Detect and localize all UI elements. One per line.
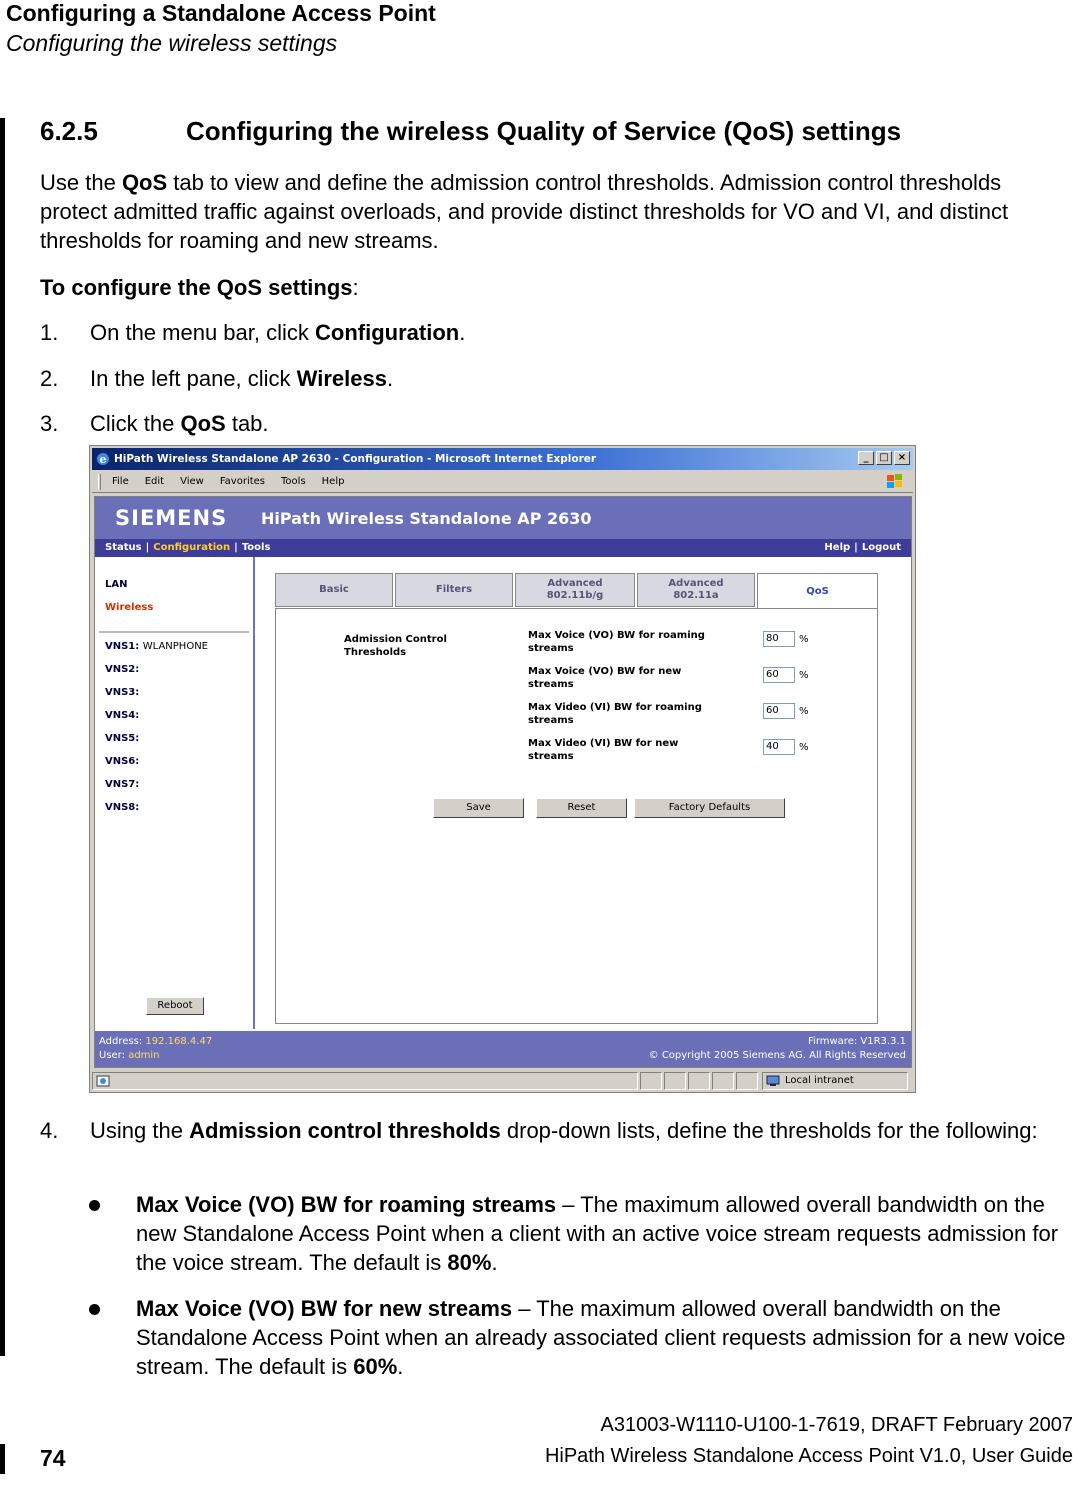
step-number: 4.: [40, 1118, 59, 1143]
tab-filters[interactable]: Filters: [395, 573, 513, 607]
reboot-button[interactable]: Reboot: [146, 997, 204, 1015]
status-main: [92, 1072, 638, 1090]
step-bold: Configuration: [315, 320, 460, 345]
field-label-line1: Max Voice (VO) BW for new: [528, 666, 682, 677]
field-label-vi-roaming: [528, 701, 748, 727]
status-cell: [712, 1072, 734, 1090]
step-2: [40, 364, 393, 393]
window-titlebar: [92, 448, 913, 470]
tab-adv-bg-line1: Advanced: [547, 578, 603, 589]
bullet-term: Max Voice (VO) BW for new streams: [136, 1296, 513, 1321]
nav-logout[interactable]: Logout: [861, 542, 901, 553]
menu-favorites[interactable]: Favorites: [219, 476, 266, 487]
footer-doc-id: A31003-W1110-U100-1-7619, DRAFT February 2007: [600, 1414, 1073, 1436]
zone-label: Local intranet: [785, 1075, 854, 1086]
step-3: [40, 409, 269, 438]
left-link-vns3[interactable]: VNS3:: [105, 687, 140, 698]
menu-view[interactable]: View: [180, 476, 204, 487]
percent-unit: %: [799, 670, 809, 681]
page-number: 74: [40, 1445, 66, 1471]
field-label-vi-new: [528, 737, 748, 763]
reset-button[interactable]: Reset: [536, 798, 627, 818]
field-label-vo-roaming: [528, 629, 748, 655]
web-page: [94, 496, 912, 1068]
bullet-dot: [89, 1200, 100, 1211]
bullet-text: – The maximum allowed overall bandwidth on the new Standalone Access Point when a client with an active voice stream requests admission for the voice stream. The default is: [136, 1192, 1059, 1275]
menu-file[interactable]: File: [112, 476, 129, 487]
ie-icon: [95, 451, 111, 467]
section-number: 6.2.5: [40, 116, 98, 146]
step-end: tab.: [225, 411, 269, 436]
maximize-icon[interactable]: □: [876, 451, 892, 465]
factory-defaults-button[interactable]: Factory Defaults: [634, 798, 785, 818]
footer-doc-title: HiPath Wireless Standalone Access Point V1.0, User Guide: [544, 1445, 1073, 1467]
status-cell: [736, 1072, 758, 1090]
left-link-vns4[interactable]: VNS4:: [105, 710, 140, 721]
running-header-section: Configuring the wireless settings: [6, 30, 338, 56]
step-bold: QoS: [180, 411, 226, 436]
nav-tools[interactable]: Tools: [241, 542, 271, 553]
field-label-line1: Max Voice (VO) BW for roaming: [528, 630, 705, 641]
vns1-label: VNS1:: [105, 641, 140, 652]
step-text: In the left pane, click: [90, 366, 297, 391]
bullet-dot: [89, 1304, 100, 1315]
vi-roaming-input[interactable]: 60: [763, 703, 795, 719]
product-title: HiPath Wireless Standalone AP 2630: [261, 509, 592, 528]
user-label: User:: [99, 1050, 125, 1061]
step-bold: Wireless: [296, 366, 387, 391]
vo-roaming-input[interactable]: 80: [763, 631, 795, 647]
step-4: [40, 1116, 1070, 1145]
tab-advanced-a[interactable]: [637, 573, 755, 607]
top-nav: Status | Configuration | Tools Help | Logout: [95, 539, 911, 557]
bullet-item: [40, 1190, 1072, 1277]
field-label-line2: streams: [528, 643, 574, 654]
bullet-item: [40, 1294, 1072, 1381]
intro-bold: QoS: [121, 170, 168, 195]
page-footer-bar: [95, 1031, 911, 1067]
windows-flag-icon: [885, 473, 905, 491]
field-label-vo-new: [528, 665, 748, 691]
intro-paragraph: [40, 168, 1070, 255]
window-title: HiPath Wireless Standalone AP 2630 - Configuration - Microsoft Internet Explorer: [114, 453, 597, 465]
intro-post: tab to view and define the admission control thresholds. Admission control thresholds protect admitted traffic against overloads, and provide distinct thresholds for VO and VI, and distinct thresholds for roaming and new streams.: [40, 170, 1009, 253]
bullet-end: .: [397, 1354, 404, 1379]
menu-bar: [92, 471, 913, 493]
nav-configuration[interactable]: Configuration: [153, 542, 231, 553]
group-label-line1: Admission Control: [344, 634, 447, 645]
siemens-logo: SIEMENS: [115, 506, 228, 530]
field-label-line2: streams: [528, 679, 574, 690]
close-icon[interactable]: ×: [894, 451, 910, 465]
group-label-line2: Thresholds: [344, 647, 407, 658]
save-button[interactable]: Save: [433, 798, 524, 818]
left-pane: [95, 557, 255, 1029]
status-cell: [664, 1072, 686, 1090]
left-link-lan[interactable]: LAN: [105, 579, 128, 590]
procedure-title-colon: :: [352, 275, 359, 300]
nav-status[interactable]: Status: [105, 542, 142, 553]
field-label-line1: Max Video (VI) BW for new: [528, 738, 679, 749]
running-header-chapter: Configuring a Standalone Access Point: [6, 0, 436, 26]
field-label-line2: streams: [528, 715, 574, 726]
security-zone: [762, 1072, 908, 1090]
left-link-wireless[interactable]: Wireless: [105, 602, 154, 613]
user-value: admin: [128, 1050, 160, 1061]
menu-tools[interactable]: Tools: [281, 476, 306, 487]
section-heading: [40, 116, 901, 147]
svg-text:e: e: [99, 453, 107, 466]
step-text: Click the: [90, 411, 181, 436]
address-value: 192.168.4.47: [145, 1036, 213, 1047]
left-link-vns1[interactable]: [105, 641, 208, 652]
ie-screenshot: [89, 445, 916, 1093]
siemens-banner: [95, 497, 911, 539]
bullet-text: – The maximum allowed overall bandwidth on the Standalone Access Point when an already associated client requests admission for a new voice stream. The default is: [136, 1296, 1066, 1379]
bullet-term: Max Voice (VO) BW for roaming streams: [136, 1192, 557, 1217]
menu-edit[interactable]: Edit: [144, 476, 165, 487]
step-text: Using the: [90, 1118, 190, 1143]
tab-basic[interactable]: Basic: [275, 573, 393, 607]
bullet-default: 80%: [447, 1250, 492, 1275]
tab-advanced-bg[interactable]: [515, 573, 635, 607]
step-end: .: [386, 366, 394, 391]
percent-unit: %: [799, 634, 809, 645]
minimize-icon[interactable]: _: [858, 451, 874, 465]
intro-pre: Use the: [40, 170, 122, 195]
percent-unit: %: [799, 706, 809, 717]
left-link-vns6[interactable]: VNS6:: [105, 756, 140, 767]
section-heading-text: Configuring the wireless Quality of Service (QoS) settings: [186, 116, 902, 146]
address-label: Address:: [99, 1036, 143, 1047]
step-bold: Admission control thresholds: [189, 1118, 501, 1143]
vi-new-input[interactable]: 40: [763, 739, 795, 755]
step-1: [40, 318, 465, 347]
copyright: © Copyright 2005 Siemens AG. All Rights Reserved: [648, 1050, 906, 1061]
status-cell: [640, 1072, 662, 1090]
page-icon: [96, 1075, 110, 1087]
tab-adv-bg-line2: 802.11b/g: [546, 590, 604, 601]
vo-new-input[interactable]: 60: [763, 667, 795, 683]
admission-control-label: [344, 633, 447, 659]
tab-adv-a-line2: 802.11a: [673, 590, 719, 601]
bullet-default: 60%: [353, 1354, 398, 1379]
step-number: 1.: [40, 320, 59, 345]
field-label-line1: Max Video (VI) BW for roaming: [528, 702, 702, 713]
status-cell: [688, 1072, 710, 1090]
ie-status-bar: [92, 1072, 913, 1090]
tab-qos[interactable]: QoS: [757, 573, 878, 609]
percent-unit: %: [799, 742, 809, 753]
step-end: .: [459, 320, 466, 345]
menu-help[interactable]: Help: [321, 476, 345, 487]
step-number: 2.: [40, 366, 59, 391]
step-end: drop-down lists, define the thresholds for the following:: [500, 1118, 1038, 1143]
bullet-end: .: [491, 1250, 498, 1275]
qos-panel: [275, 608, 878, 1024]
tab-adv-a-line1: Advanced: [668, 578, 724, 589]
procedure-title: [40, 273, 359, 302]
left-link-vns5[interactable]: VNS5:: [105, 733, 140, 744]
step-number: 3.: [40, 411, 59, 436]
change-bar: [0, 118, 5, 1356]
left-link-vns2[interactable]: VNS2:: [105, 664, 140, 675]
procedure-title-bold: To configure the QoS settings: [40, 275, 353, 300]
left-link-vns8[interactable]: VNS8:: [105, 802, 140, 813]
vns1-value: WLANPHONE: [142, 641, 208, 652]
step-text: On the menu bar, click: [90, 320, 315, 345]
local-intranet-icon: [766, 1075, 780, 1087]
field-label-line2: streams: [528, 751, 574, 762]
firmware-version: Firmware: V1R3.3.1: [808, 1036, 906, 1047]
nav-help[interactable]: Help: [824, 542, 851, 553]
footer-change-bar: [0, 1444, 5, 1474]
left-link-vns7[interactable]: VNS7:: [105, 779, 140, 790]
